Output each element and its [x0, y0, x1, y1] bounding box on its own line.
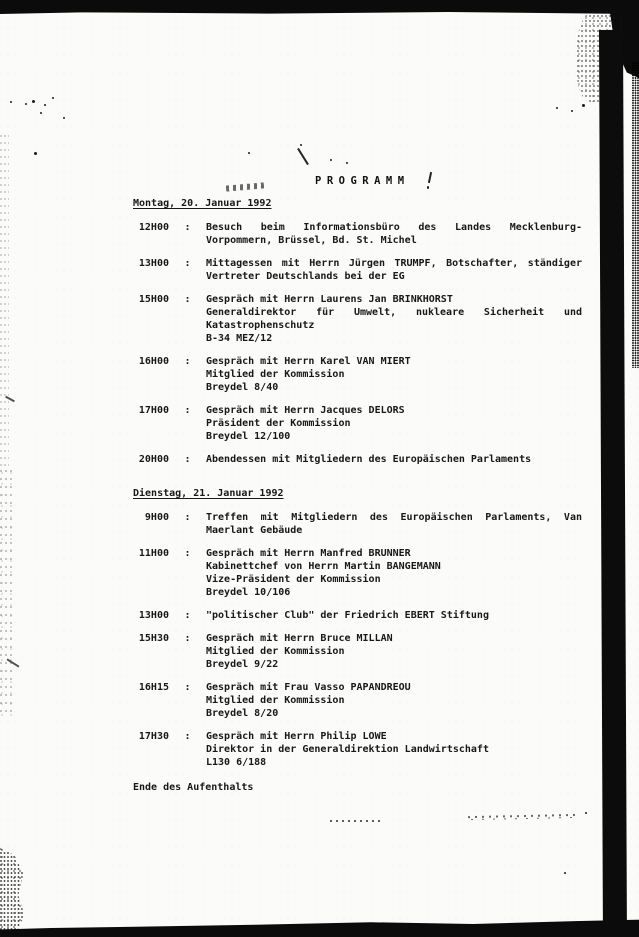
entry-time: 13H00	[138, 610, 169, 621]
scan-artifact-noise	[0, 848, 26, 934]
entry-line: Gespräch mit Herrn Philip LOWE	[206, 731, 387, 742]
entry-time: 16H15	[138, 682, 169, 693]
entry-line: Maerlant Gebäude	[206, 525, 303, 536]
entry-line: Generaldirektor für Umwelt, nukleare Sicherheit und	[206, 307, 582, 318]
entry-line: Breydel 9/22	[206, 659, 279, 670]
entry-line: Präsident der Kommission	[206, 418, 351, 429]
scan-artifact-speck	[571, 110, 573, 112]
entry-separator: :	[184, 356, 191, 367]
entry-time: 11H00	[138, 548, 169, 559]
entry-time: 20H00	[138, 454, 169, 465]
entry-line: Breydel 8/40	[206, 382, 279, 393]
document-title: PROGRAMM	[315, 175, 410, 187]
scan-artifact-speck	[44, 104, 46, 106]
scan-artifact-speck	[10, 101, 12, 103]
scan-artifact-speck	[556, 107, 558, 109]
entry-separator: :	[184, 731, 191, 742]
schedule-entry	[133, 547, 585, 599]
entry-separator: :	[184, 454, 191, 465]
entry-line: Gespräch mit Herrn Jacques DELORS	[206, 405, 405, 416]
entry-separator: :	[184, 258, 191, 269]
schedule-section	[133, 197, 585, 466]
scan-artifact-stroke	[297, 148, 309, 165]
entry-line: Treffen mit Mitgliedern des Europäischen Parlaments, Van	[206, 512, 582, 523]
entry-separator: :	[184, 512, 191, 523]
entry-line: "politischer Club" der Friedrich EBERT Stiftung	[206, 610, 489, 621]
schedule-entry	[133, 293, 585, 345]
entry-time: 12H00	[138, 222, 169, 233]
section-date-heading: Dienstag, 21. Januar 1992	[133, 488, 284, 499]
entry-line: Vorpommern, Brüssel, Bd. St. Michel	[206, 235, 417, 246]
entry-line: Abendessen mit Mitgliedern des Europäischen Parlaments	[206, 454, 532, 465]
entry-line: Mittagessen mit Herrn Jürgen TRUMPF, Botschafter, ständiger	[206, 258, 582, 269]
scan-artifact-speck	[52, 97, 54, 99]
entry-line: Gespräch mit Herrn Manfred BRUNNER	[206, 548, 411, 559]
program-schedule	[133, 197, 585, 794]
entry-line: Gespräch mit Herrn Karel VAN MIERT	[206, 356, 411, 367]
entry-description	[206, 730, 582, 769]
entry-line: L130 6/188	[206, 757, 267, 768]
entry-description	[206, 511, 582, 537]
entry-separator: :	[184, 610, 191, 621]
entry-line: Breydel 10/106	[206, 587, 291, 598]
scan-artifact-speck	[330, 159, 332, 161]
section-date-heading: Montag, 20. Januar 1992	[133, 198, 272, 209]
closing-line: Ende des Aufenthalts	[133, 782, 254, 793]
entry-time: 15H00	[138, 294, 169, 305]
entry-line: Vize-Präsident der Kommission	[206, 574, 381, 585]
entry-description	[206, 257, 582, 283]
entry-line: Kabinettchef von Herrn Martin BANGEMANN	[206, 561, 441, 572]
scan-artifact-stroke	[428, 172, 432, 183]
scan-artifact-speck	[32, 100, 35, 103]
entry-separator: :	[184, 682, 191, 693]
schedule-entry	[133, 257, 585, 283]
scan-artifact-speck	[34, 152, 37, 155]
scan-artifact-dotted-row	[330, 820, 384, 822]
entry-line: Gespräch mit Herrn Bruce MILLAN	[206, 633, 393, 644]
scan-artifact-bottom-bar	[0, 919, 639, 937]
entry-line: Vertreter Deutschlands bei der EG	[206, 271, 405, 282]
entry-description	[206, 404, 582, 443]
scan-artifact-speck	[248, 152, 250, 154]
scan-artifact-speck	[40, 112, 42, 114]
schedule-entry	[133, 404, 585, 443]
scan-artifact-speck	[585, 812, 587, 814]
entry-time: 15H30	[138, 633, 169, 644]
schedule-entry	[133, 221, 585, 247]
entry-line: Gespräch mit Frau Vasso PAPANDREOU	[206, 682, 411, 693]
entry-separator: :	[184, 548, 191, 559]
entry-time: 17H30	[138, 731, 169, 742]
entry-line: Katastrophenschutz	[206, 320, 315, 331]
entry-line: B-34 MEZ/12	[206, 333, 273, 344]
scan-artifact-speck	[564, 872, 566, 874]
entry-description	[206, 681, 582, 720]
entry-separator: :	[184, 222, 191, 233]
scan-artifact-dotted-row	[468, 814, 578, 820]
schedule-entry	[133, 730, 585, 769]
schedule-entry	[133, 681, 585, 720]
scan-artifact-speck	[346, 162, 348, 164]
scan-artifact-speck	[582, 104, 585, 107]
scan-artifact-right-band	[599, 30, 627, 937]
entry-separator: :	[184, 294, 191, 305]
scan-artifact-noise	[0, 470, 13, 718]
schedule-sections	[133, 197, 585, 769]
entry-line: Breydel 12/100	[206, 431, 291, 442]
entry-description	[206, 453, 582, 466]
scan-artifact-top-bar	[0, 0, 639, 14]
entry-line: Gespräch mit Herrn Laurens Jan BRINKHORST	[206, 294, 453, 305]
scan-artifact-speck	[427, 186, 429, 189]
scan-artifact-speck	[63, 117, 65, 119]
entry-description	[206, 632, 582, 671]
schedule-entry	[133, 632, 585, 671]
entry-time: 9H00	[144, 512, 169, 523]
scan-artifact-speck	[25, 103, 27, 105]
entry-line: Direktor in der Generaldirektion Landwirtschaft	[206, 744, 489, 755]
schedule-entry	[133, 511, 585, 537]
schedule-entry	[133, 355, 585, 394]
entry-time: 16H00	[138, 356, 169, 367]
scan-artifact-speck	[300, 144, 302, 146]
entry-description	[206, 355, 582, 394]
scan-artifact-noise	[0, 135, 9, 470]
entry-description	[206, 221, 582, 247]
entry-description	[206, 609, 582, 622]
schedule-entry	[133, 609, 585, 622]
schedule-section	[133, 487, 585, 769]
entry-line: Mitglied der Kommission	[206, 646, 345, 657]
entry-time: 13H00	[138, 258, 169, 269]
entry-separator: :	[184, 405, 191, 416]
entry-line: Breydel 8/20	[206, 708, 279, 719]
schedule-entry	[133, 453, 585, 466]
entry-line: Mitglied der Kommission	[206, 369, 345, 380]
entry-description	[206, 547, 582, 599]
entry-line: Besuch beim Informationsbüro des Landes Mecklenburg-	[206, 222, 582, 233]
scan-artifact-edge-strip	[632, 62, 639, 368]
scan-artifact-smudge	[226, 182, 264, 191]
entry-time: 17H00	[138, 405, 169, 416]
entry-line: Mitglied der Kommission	[206, 695, 345, 706]
entry-separator: :	[184, 633, 191, 644]
entry-description	[206, 293, 582, 345]
